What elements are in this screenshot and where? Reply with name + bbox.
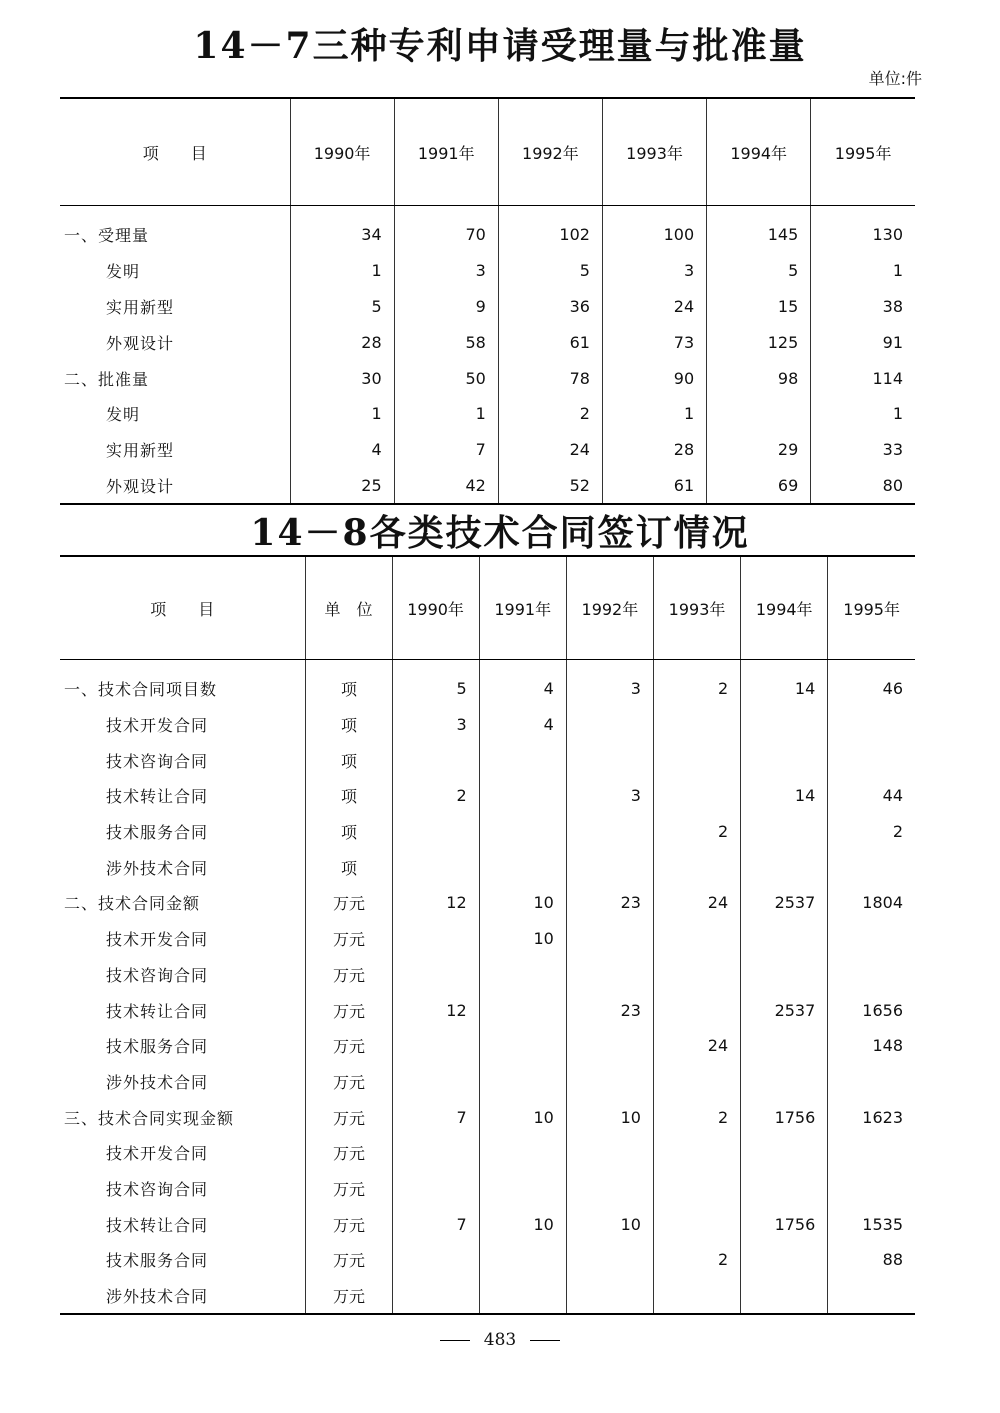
unit-cell: 项 [305,814,392,850]
value-cell: 1656 [828,992,915,1028]
value-cell [828,1171,915,1207]
value-cell: 50 [394,360,498,396]
value-cell: 14 [741,660,828,707]
value-cell: 29 [707,432,811,468]
value-cell: 7 [392,1206,479,1242]
value-cell: 98 [707,360,811,396]
table1-unit-note: 单位:件 [868,69,922,88]
value-cell [653,921,740,957]
value-cell [479,1135,566,1171]
value-cell: 23 [566,885,653,921]
value-cell [479,1278,566,1315]
table-row [60,1064,915,1100]
value-cell: 80 [811,468,915,505]
value-cell: 52 [498,468,602,505]
row-label: 发明 [106,262,141,282]
value-cell: 1 [394,396,498,432]
value-cell [828,1135,915,1171]
value-cell: 23 [566,992,653,1028]
table1-header-cell: 1995年 [811,98,915,206]
value-cell: 24 [498,432,602,468]
table-row [60,206,915,253]
table-row [60,1099,915,1135]
table2-header-cell: 1994年 [741,556,828,660]
unit-cell: 万元 [305,957,392,993]
value-cell [566,742,653,778]
value-cell: 2537 [741,885,828,921]
unit-cell: 万元 [305,1171,392,1207]
value-cell: 90 [602,360,706,396]
table-row [60,921,915,957]
table1-header-cell: 1993年 [602,98,706,206]
value-cell [741,707,828,743]
table2-header-cell: 1991年 [479,556,566,660]
table2-header-cell: 1992年 [566,556,653,660]
value-cell: 24 [653,885,740,921]
value-cell [741,1135,828,1171]
row-label: 技术开发合同 [106,930,209,950]
value-cell: 4 [479,707,566,743]
value-cell: 14 [741,778,828,814]
value-cell [741,957,828,993]
footer-dash-right [530,1340,560,1341]
value-cell: 145 [707,206,811,253]
value-cell: 1756 [741,1206,828,1242]
value-cell [566,1064,653,1100]
value-cell: 28 [290,324,394,360]
value-cell: 73 [602,324,706,360]
value-cell: 3 [602,253,706,289]
value-cell: 125 [707,324,811,360]
value-cell: 5 [290,289,394,325]
value-cell [479,957,566,993]
value-cell [392,1242,479,1278]
row-label: 实用新型 [106,441,175,461]
value-cell: 3 [566,660,653,707]
value-cell: 1535 [828,1206,915,1242]
value-cell [392,849,479,885]
value-cell [566,1242,653,1278]
table-row [60,957,915,993]
value-cell [741,1064,828,1100]
table-row [60,432,915,468]
table1-header-cell: 项 目 [60,98,290,206]
value-cell [828,742,915,778]
value-cell: 1 [290,396,394,432]
value-cell [741,1278,828,1315]
value-cell [392,814,479,850]
table-row [60,849,915,885]
row-label: 涉外技术合同 [106,1072,209,1092]
value-cell: 1 [811,253,915,289]
value-cell: 148 [828,1028,915,1064]
row-label: 发明 [106,405,141,425]
value-cell [392,742,479,778]
row-label: 技术咨询合同 [106,1179,209,1199]
value-cell [741,1242,828,1278]
value-cell: 5 [392,660,479,707]
value-cell [653,1135,740,1171]
value-cell [653,1278,740,1315]
value-cell [653,742,740,778]
value-cell: 4 [479,660,566,707]
value-cell [828,849,915,885]
value-cell: 2 [653,1099,740,1135]
unit-cell: 项 [305,742,392,778]
page-footer [0,1330,1000,1350]
value-cell: 58 [394,324,498,360]
value-cell: 10 [566,1206,653,1242]
table1-header-cell: 1994年 [707,98,811,206]
row-label: 技术转让合同 [106,787,209,807]
value-cell: 69 [707,468,811,505]
value-cell: 2 [392,778,479,814]
table-row [60,360,915,396]
value-cell [653,849,740,885]
table-row [60,778,915,814]
table-row [60,468,915,505]
value-cell: 42 [394,468,498,505]
value-cell: 2 [498,396,602,432]
value-cell [653,1206,740,1242]
table2-header-cell: 项 目 [60,556,305,660]
value-cell: 10 [479,885,566,921]
value-cell [479,814,566,850]
value-cell: 30 [290,360,394,396]
table2-header-cell: 1990年 [392,556,479,660]
patent-table [60,97,915,505]
value-cell: 130 [811,206,915,253]
value-cell [392,921,479,957]
row-label: 外观设计 [106,333,175,353]
table2-header-cell: 1993年 [653,556,740,660]
value-cell [828,1278,915,1315]
table-row [60,253,915,289]
value-cell [653,1171,740,1207]
value-cell: 3 [394,253,498,289]
unit-cell: 项 [305,849,392,885]
value-cell: 46 [828,660,915,707]
value-cell: 102 [498,206,602,253]
table1-header-cell: 1991年 [394,98,498,206]
value-cell [479,778,566,814]
row-label: 技术转让合同 [106,1215,209,1235]
unit-cell: 万元 [305,1099,392,1135]
row-label: 技术开发合同 [106,716,209,736]
table1-title: 14－7三种专利申请受理量与批准量 [193,25,807,67]
table-row [60,396,915,432]
value-cell: 91 [811,324,915,360]
value-cell [566,957,653,993]
value-cell: 10 [566,1099,653,1135]
row-label: 一、技术合同项目数 [64,680,218,700]
row-label: 外观设计 [106,476,175,496]
value-cell: 88 [828,1242,915,1278]
row-label: 技术服务合同 [106,1251,209,1271]
value-cell [392,1135,479,1171]
unit-cell: 万元 [305,992,392,1028]
value-cell [566,1135,653,1171]
value-cell: 2 [653,814,740,850]
value-cell [479,1028,566,1064]
value-cell [741,814,828,850]
table-row [60,324,915,360]
unit-cell: 万元 [305,1028,392,1064]
value-cell: 7 [392,1099,479,1135]
table-row [60,1135,915,1171]
value-cell: 100 [602,206,706,253]
row-label: 涉外技术合同 [106,1287,209,1307]
row-label: 技术服务合同 [106,1037,209,1057]
value-cell: 10 [479,921,566,957]
value-cell: 9 [394,289,498,325]
unit-cell: 万元 [305,921,392,957]
footer-dash-left [440,1340,470,1341]
table-row [60,814,915,850]
value-cell: 3 [392,707,479,743]
page-number: 483 [483,1330,517,1350]
value-cell: 7 [394,432,498,468]
row-label: 二、批准量 [64,369,150,389]
unit-cell: 万元 [305,885,392,921]
table2-title: 14－8各类技术合同签订情况 [250,512,750,554]
value-cell: 25 [290,468,394,505]
row-label: 技术转让合同 [106,1001,209,1021]
value-cell: 78 [498,360,602,396]
value-cell [392,1028,479,1064]
value-cell [653,1064,740,1100]
table1-header-row [60,98,915,206]
value-cell [566,921,653,957]
value-cell: 1756 [741,1099,828,1135]
row-label: 技术服务合同 [106,823,209,843]
value-cell: 70 [394,206,498,253]
row-label: 三、技术合同实现金额 [64,1108,235,1128]
value-cell [653,992,740,1028]
row-label: 技术开发合同 [106,1144,209,1164]
table-row [60,1206,915,1242]
value-cell [653,707,740,743]
row-label: 实用新型 [106,297,175,317]
unit-cell: 万元 [305,1135,392,1171]
tech-contract-table [60,555,915,1315]
value-cell [828,921,915,957]
value-cell [479,992,566,1028]
value-cell [741,742,828,778]
unit-cell: 万元 [305,1242,392,1278]
value-cell: 4 [290,432,394,468]
unit-cell: 项 [305,778,392,814]
value-cell [828,957,915,993]
row-label: 技术咨询合同 [106,965,209,985]
table1-header-cell: 1990年 [290,98,394,206]
table1-header-cell: 1992年 [498,98,602,206]
unit-cell: 项 [305,660,392,707]
value-cell: 2 [653,660,740,707]
row-label: 技术咨询合同 [106,751,209,771]
value-cell [828,707,915,743]
value-cell [566,1028,653,1064]
value-cell: 38 [811,289,915,325]
value-cell: 1 [811,396,915,432]
row-label: 一、受理量 [64,226,150,246]
table-row [60,1242,915,1278]
value-cell [392,957,479,993]
value-cell [566,707,653,743]
value-cell [741,921,828,957]
value-cell [566,849,653,885]
value-cell: 114 [811,360,915,396]
value-cell: 2 [828,814,915,850]
unit-cell: 项 [305,707,392,743]
value-cell [566,814,653,850]
value-cell: 1623 [828,1099,915,1135]
value-cell: 5 [707,253,811,289]
table2-header-row [60,556,915,660]
value-cell: 15 [707,289,811,325]
table-row [60,1028,915,1064]
value-cell [566,1278,653,1315]
value-cell: 61 [602,468,706,505]
table2-header-cell: 单 位 [305,556,392,660]
unit-cell: 万元 [305,1206,392,1242]
value-cell: 24 [653,1028,740,1064]
table-row [60,1278,915,1315]
table-row [60,707,915,743]
value-cell: 24 [602,289,706,325]
value-cell [479,742,566,778]
value-cell: 1 [290,253,394,289]
table2-header-cell: 1995年 [828,556,915,660]
value-cell: 10 [479,1099,566,1135]
value-cell: 34 [290,206,394,253]
table-row [60,742,915,778]
value-cell [392,1278,479,1315]
value-cell [741,1028,828,1064]
unit-cell: 万元 [305,1278,392,1315]
value-cell: 33 [811,432,915,468]
value-cell: 5 [498,253,602,289]
value-cell [479,1064,566,1100]
table-row [60,660,915,707]
value-cell [828,1064,915,1100]
value-cell: 3 [566,778,653,814]
value-cell [392,1171,479,1207]
table-row [60,289,915,325]
table-row [60,992,915,1028]
value-cell: 12 [392,885,479,921]
value-cell [479,849,566,885]
value-cell: 1 [602,396,706,432]
value-cell: 61 [498,324,602,360]
value-cell [707,396,811,432]
value-cell [741,849,828,885]
row-label: 二、技术合同金额 [64,894,201,914]
value-cell [479,1171,566,1207]
value-cell [479,1242,566,1278]
value-cell [653,778,740,814]
unit-cell: 万元 [305,1064,392,1100]
row-label: 涉外技术合同 [106,858,209,878]
value-cell [741,1171,828,1207]
value-cell [392,1064,479,1100]
table-row [60,1171,915,1207]
value-cell [653,957,740,993]
value-cell: 2 [653,1242,740,1278]
value-cell: 36 [498,289,602,325]
value-cell: 12 [392,992,479,1028]
value-cell: 28 [602,432,706,468]
value-cell: 2537 [741,992,828,1028]
value-cell: 44 [828,778,915,814]
value-cell: 10 [479,1206,566,1242]
table-row [60,885,915,921]
value-cell [566,1171,653,1207]
value-cell: 1804 [828,885,915,921]
